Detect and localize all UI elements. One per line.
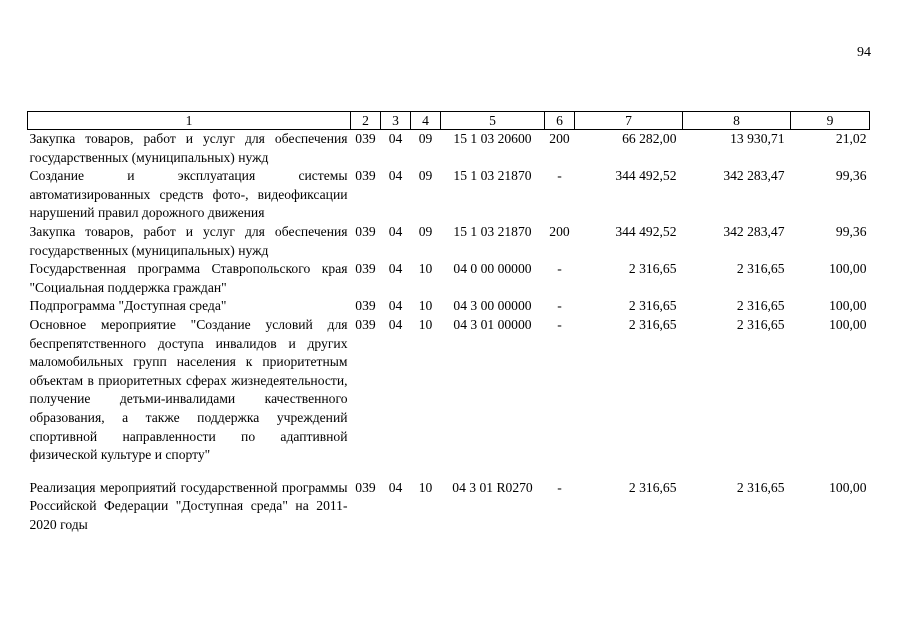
row-executed: 342 283,47 [723,168,785,184]
row-planned: 66 282,00 [622,131,677,146]
row-subsection-code: 10 [418,316,433,332]
row-ministry-code: 039 [355,316,376,332]
row-name: Основное мероприятие "Создание условий для беспрепятственного доступа инвалидов и других маломобильных групп населения к приоритетным объектам в приоритетных сферах жизнедеятельности, получение детьми-инвалидами качественного образования, а также поддержка учреждений спортивной направленности по адаптивной физической культуре и спорту" [29,316,348,463]
row-expense-type: - [557,261,562,277]
row-executed: 2 316,65 [736,479,785,495]
row-ministry-code: 039 [355,261,376,277]
header-row [28,112,870,130]
row-expense-type: - [557,298,562,314]
row-name: Государственная программа Ставропольского края "Социальная поддержка граждан" [29,261,348,295]
row-expense-type: 200 [549,131,570,146]
table-row [28,130,870,168]
row-percent: 100,00 [829,316,867,332]
row-planned: 2 316,65 [628,298,677,314]
row-expense-type: - [557,168,562,184]
header-cell: 5 [441,112,545,130]
row-subsection-code: 10 [418,298,433,314]
row-ministry-code: 039 [355,298,376,314]
header-cell: 7 [575,112,683,130]
row-subsection-code: 10 [418,261,433,277]
budget-table [27,111,870,534]
row-name: Реализация мероприятий государственной программы Российской Федерации "Доступная среда" на 2011-2020 годы [29,479,348,532]
row-executed: 342 283,47 [723,223,785,239]
row-ministry-code: 039 [355,479,376,495]
row-planned: 2 316,65 [628,316,677,332]
header-cell: 1 [28,112,351,130]
row-target-code: 04 0 00 00000 [453,261,532,277]
row-ministry-code: 039 [355,223,376,239]
row-executed: 2 316,65 [736,261,785,277]
row-section-code: 04 [388,298,403,314]
table-row [28,316,870,465]
row-section-code: 04 [388,131,403,146]
row-percent: 100,00 [829,479,867,495]
row-planned: 344 492,52 [615,168,677,184]
row-section-code: 04 [388,223,403,239]
row-name: Закупка товаров, работ и услуг для обеспечения государственных (муниципальных) нужд [29,223,348,258]
row-expense-type: - [557,316,562,332]
row-subsection-code: 10 [418,479,433,495]
row-target-code: 15 1 03 21870 [453,223,532,239]
page-number: 94 [857,45,871,60]
row-planned: 344 492,52 [615,223,677,239]
row-percent: 99,36 [835,168,867,184]
header-cell: 3 [381,112,411,130]
row-section-code: 04 [388,261,403,277]
row-subsection-code: 09 [418,168,433,184]
table-row [28,260,870,297]
header-cell: 6 [545,112,575,130]
table-row [28,465,870,535]
row-subsection-code: 09 [418,131,433,146]
row-target-code: 04 3 01 00000 [453,316,532,332]
row-target-code: 15 1 03 21870 [453,168,532,184]
row-section-code: 04 [388,316,403,332]
header-cell: 9 [791,112,870,130]
row-planned: 2 316,65 [628,261,677,277]
table-row [28,223,870,260]
row-target-code: 15 1 03 20600 [453,131,532,146]
row-section-code: 04 [388,168,403,184]
table-row [28,297,870,316]
row-executed: 13 930,71 [730,131,785,146]
row-name: Подпрограмма "Доступная среда" [29,298,227,314]
header-cell: 2 [351,112,381,130]
row-target-code: 04 3 01 R0270 [452,479,533,495]
row-executed: 2 316,65 [736,298,785,314]
row-percent: 100,00 [829,261,867,277]
row-percent: 100,00 [829,298,867,314]
row-name: Создание и эксплуатация системы автоматизированных средств фото-, видеофиксации нарушений правил дорожного движения [29,168,348,221]
row-ministry-code: 039 [355,131,376,146]
header-cell: 8 [683,112,791,130]
row-target-code: 04 3 00 00000 [453,298,532,314]
row-percent: 21,02 [835,131,867,146]
row-ministry-code: 039 [355,168,376,184]
row-executed: 2 316,65 [736,316,785,332]
row-percent: 99,36 [835,223,867,239]
row-planned: 2 316,65 [628,479,677,495]
row-expense-type: - [557,479,562,495]
header-cell: 4 [411,112,441,130]
row-subsection-code: 09 [418,223,433,239]
row-expense-type: 200 [549,223,570,239]
table-row [28,167,870,223]
row-name: Закупка товаров, работ и услуг для обеспечения государственных (муниципальных) нужд [29,131,348,165]
row-section-code: 04 [388,479,403,495]
